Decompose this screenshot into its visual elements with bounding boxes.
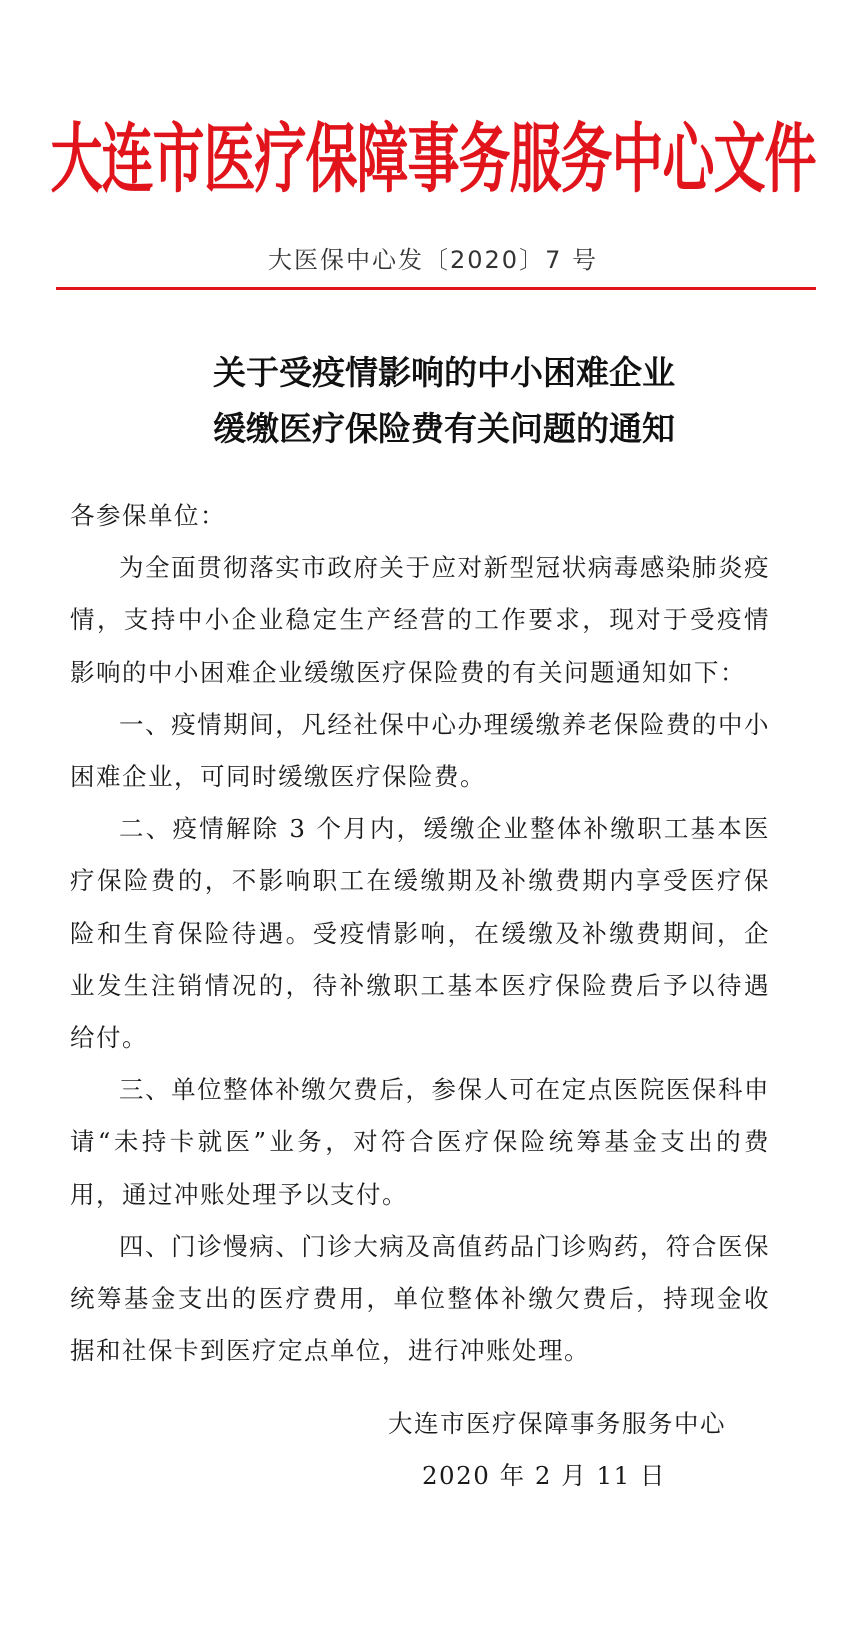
body-paragraph-item-1: 一、疫情期间，凡经社保中心办理缓缴养老保险费的中小困难企业，可同时缓缴医疗保险费。 [70,709,770,792]
signature-organization: 大连市医疗保障事务服务中心 [388,1409,726,1438]
body-paragraph-intro: 为全面贯彻落实市政府关于应对新型冠状病毒感染肺炎疫情，支持中小企业稳定生产经营的工作要求，现对于受疫情影响的中小困难企业缓缴医疗保险费的有关问题通知如下： [70,553,770,687]
red-divider-rule [56,287,816,290]
body-paragraph-item-4: 四、门诊慢病、门诊大病及高值药品门诊购药，符合医保统筹基金支出的医疗费用，单位整体补缴欠费后，持现金收据和社保卡到医疗定点单位，进行冲账处理。 [70,1231,770,1366]
signature-date: 2020 年 2 月 11 日 [421,1461,666,1490]
notice-title-line-1: 关于受疫情影响的中小困难企业 [213,353,675,392]
notice-title-line-2: 缓缴医疗保险费有关问题的通知 [213,409,675,448]
body-paragraph-item-3: 三、单位整体补缴欠费后，参保人可在定点医院医保科申请“未持卡就医”业务，对符合医疗保险统筹基金支出的费用，通过冲账处理予以支付。 [70,1075,770,1209]
document-number: 大医保中心发〔2020〕7 号 [268,246,598,274]
signature-organization-row [0,1405,866,1440]
body-paragraph-item-2: 二、疫情解除 3 个月内，缓缴企业整体补缴职工基本医疗保险费的，不影响职工在缓缴期及补缴费期内享受医疗保险和生育保险待遇。受疫情影响，在缓缴及补缴费期间，企业发生注销情况的，待补缴职工基本医疗保险费后予以待遇给付。 [70,814,770,1053]
signature-date-row [0,1457,866,1492]
notice-title [0,345,866,457]
agency-header-title: 大连市医疗保障事务服务中心文件 [50,117,816,204]
salutation: 各参保单位： [70,501,226,530]
notice-body [70,490,770,1377]
